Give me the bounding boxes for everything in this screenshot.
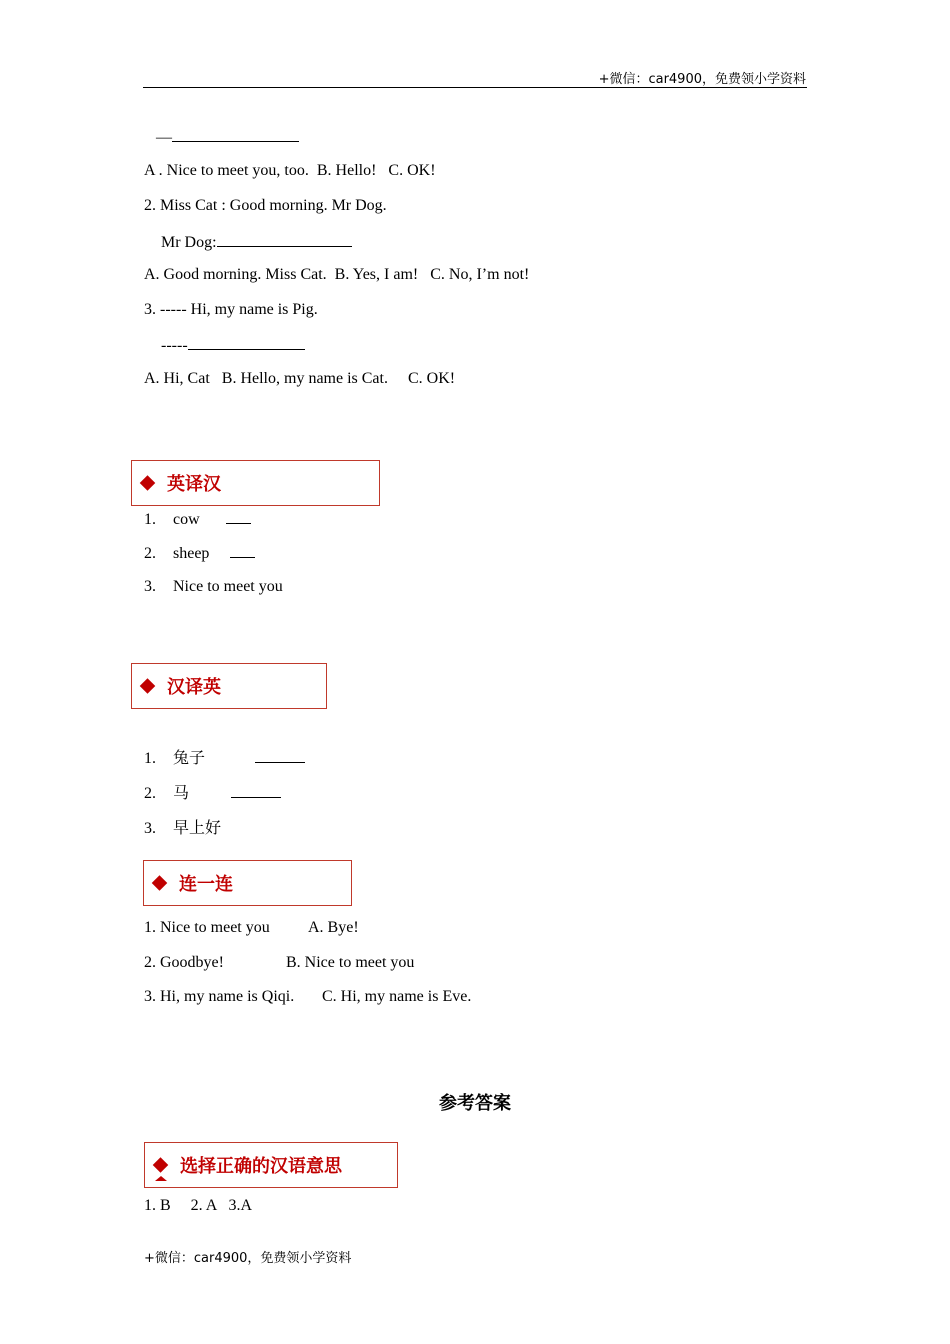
section-title-en-to-cn: 英译汉 xyxy=(167,474,221,495)
q2-response-prefix: Mr Dog: xyxy=(161,234,217,251)
cn-en-item-text: 兔子 xyxy=(173,748,206,767)
header-rule xyxy=(143,87,807,88)
section-title-answers: 选择正确的汉语意思 xyxy=(180,1156,342,1177)
section-box-match xyxy=(143,860,352,906)
en-cn-item-2: 2. sheep xyxy=(144,543,255,563)
diamond-icon xyxy=(140,678,156,694)
match-row-2-left[interactable]: 2. Goodbye! xyxy=(144,954,224,971)
q1-response-prefix: — xyxy=(156,129,172,146)
q1-answer-blank[interactable] xyxy=(172,127,299,142)
caret-up-icon xyxy=(155,1176,167,1181)
diamond-icon xyxy=(152,875,168,891)
en-cn-item-3: 3. Nice to meet you xyxy=(144,578,283,595)
section-box-cn-to-en xyxy=(131,663,327,709)
en-cn-blank-2[interactable] xyxy=(230,543,255,558)
q3-options: A. Hi, Cat B. Hello, my name is Cat. C. OK! xyxy=(144,370,456,387)
section-title-cn-to-en: 汉译英 xyxy=(167,677,221,698)
section-box-en-to-cn xyxy=(131,460,380,506)
section-title-match: 连一连 xyxy=(179,874,233,895)
match-row-1-right[interactable]: A. Bye! xyxy=(308,919,359,936)
footer-text: +微信：car4900，免费领小学资料 xyxy=(144,1251,352,1266)
section-box-answers xyxy=(144,1142,398,1188)
q3-response-prefix: ----- xyxy=(161,337,188,354)
match-row-3-left[interactable]: 3. Hi, my name is Qiqi. xyxy=(144,988,295,1005)
q3-answer-blank[interactable] xyxy=(188,335,305,350)
answers-line: 1. B 2. A 3.A xyxy=(144,1197,253,1214)
q2-options: A. Good morning. Miss Cat. B. Yes, I am! C. No, I’m not! xyxy=(144,266,530,283)
en-cn-blank-1[interactable] xyxy=(226,509,251,524)
q3-response-line xyxy=(161,335,305,355)
cn-en-item-1: 1. 兔子 xyxy=(144,745,305,768)
header-text: +微信：car4900，免费领小学资料 xyxy=(598,72,806,87)
q2-response-line xyxy=(161,232,352,252)
cn-en-blank-2[interactable] xyxy=(231,783,281,798)
cn-en-item-text: 早上好 xyxy=(173,818,222,837)
q1-options: A . Nice to meet you, too. B. Hello! C. OK! xyxy=(144,162,436,179)
cn-en-item-3: 3. 早上好 xyxy=(144,818,222,837)
en-cn-item-text: Nice to meet you xyxy=(173,578,283,595)
match-row-3-right[interactable]: C. Hi, my name is Eve. xyxy=(322,988,472,1005)
q3-prompt: 3. ----- Hi, my name is Pig. xyxy=(144,301,318,318)
q1-response-line xyxy=(156,127,299,147)
en-cn-item-text: sheep xyxy=(173,545,210,562)
diamond-icon xyxy=(153,1157,169,1173)
match-row-1-left[interactable]: 1. Nice to meet you xyxy=(144,919,270,936)
cn-en-item-text: 马 xyxy=(173,783,190,802)
cn-en-blank-1[interactable] xyxy=(255,748,305,763)
answers-title: 参考答案 xyxy=(439,1093,511,1114)
match-row-2-right[interactable]: B. Nice to meet you xyxy=(286,954,415,971)
diamond-icon xyxy=(140,475,156,491)
q2-answer-blank[interactable] xyxy=(217,232,352,247)
en-cn-item-text: cow xyxy=(173,511,200,528)
en-cn-item-1: 1. cow xyxy=(144,509,251,529)
q2-prompt: 2. Miss Cat : Good morning. Mr Dog. xyxy=(144,197,387,214)
cn-en-item-2: 2. 马 xyxy=(144,780,281,803)
